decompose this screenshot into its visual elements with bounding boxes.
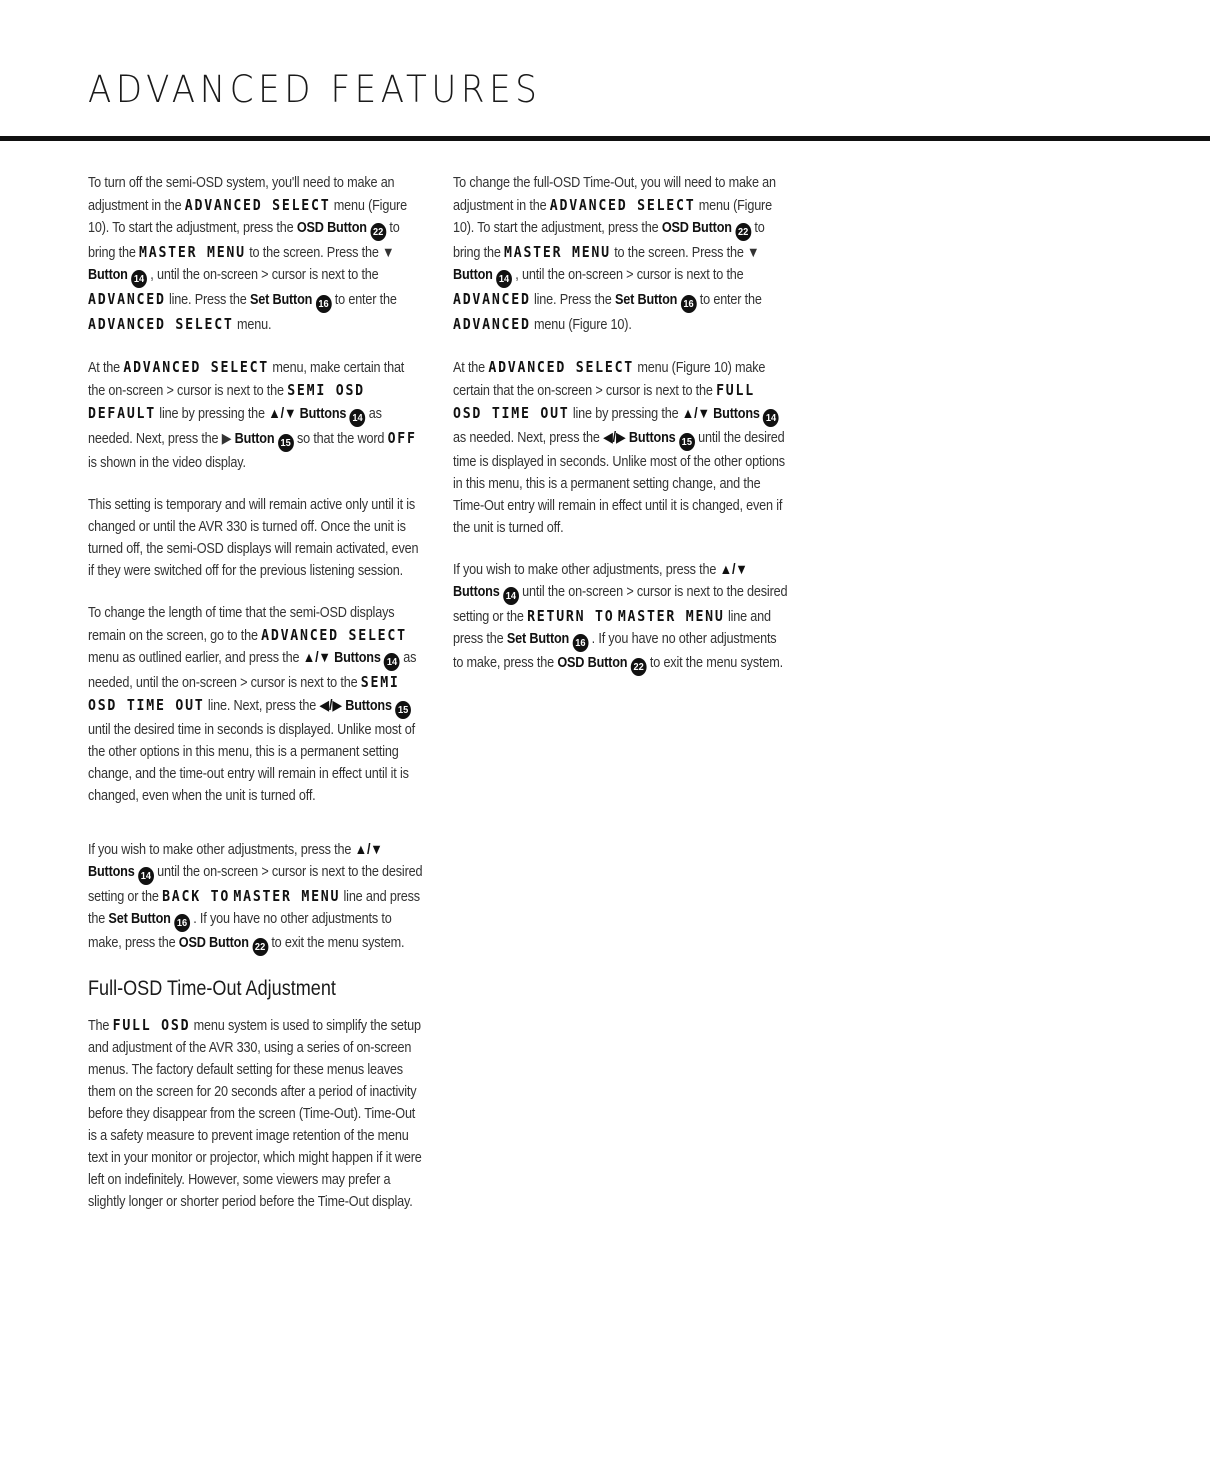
text: line and press the: [453, 609, 771, 647]
callout-number-icon: 16: [572, 634, 588, 652]
text: menu (Figure 10). To start the adjustment, press the: [88, 198, 407, 236]
osd-label: OFF: [387, 429, 417, 447]
osd-label: ADVANCED SELECT: [488, 358, 634, 376]
callout-number-icon: 15: [395, 701, 411, 719]
osd-label: ADVANCED SELECT: [123, 358, 269, 376]
button-name: Set Button: [614, 292, 678, 308]
button-name: Button: [234, 431, 275, 447]
button-name: ◀/▶ Buttons: [319, 698, 392, 714]
text: to the screen. Press the ▼: [249, 245, 395, 261]
button-name: ▲/▼ Buttons: [302, 650, 381, 666]
callout-number-icon: 16: [316, 295, 332, 313]
text: If you wish to make other adjustments, press the: [88, 842, 355, 858]
callout-number-icon: 14: [138, 867, 154, 885]
callout-number-icon: 16: [174, 914, 190, 932]
osd-label: ADVANCED SELECT: [549, 196, 696, 214]
button-name: Set Button: [506, 631, 570, 647]
text: , until the on-screen > cursor is next to the: [515, 267, 744, 283]
osd-label: FULL OSD TIME OUT: [453, 381, 755, 422]
callout-number-icon: 14: [384, 653, 400, 671]
osd-label: MASTER MENU: [233, 887, 341, 905]
paragraph: [88, 602, 422, 807]
text: to enter the: [699, 292, 762, 308]
osd-label: ADVANCED: [88, 290, 166, 308]
text: to the screen. Press the ▼: [614, 245, 760, 261]
text: menu (Figure 10).: [534, 317, 632, 333]
text: menu (Figure 10). To start the adjustment, press the: [453, 198, 772, 236]
paragraph: [453, 356, 787, 539]
callout-number-icon: 14: [496, 270, 512, 288]
text: , until the on-screen > cursor is next to the: [150, 267, 379, 283]
text: This setting is temporary and will remain active only until it is changed or until the AVR 330 is turned off. Once the unit is turned off, the semi-OSD displays will remain activated, even if they were switched off for the previous listening session.: [88, 497, 419, 579]
button-name: OSD Button: [557, 655, 628, 671]
paragraph: [88, 172, 422, 336]
text: until the desired time is displayed in seconds. Unlike most of the other options in this menu, this is a permanent setting change, and the Time-Out entry will remain in effect until it is changed, even if the unit is turned off.: [453, 430, 785, 536]
text: as needed, until the on-screen > cursor is next to the: [88, 650, 417, 691]
text: line. Next, press the: [207, 698, 320, 714]
osd-label: MASTER MENU: [504, 243, 611, 261]
text: is shown in the video display.: [88, 455, 246, 471]
callout-number-icon: 14: [350, 409, 366, 427]
osd-label: SEMI OSD TIME OUT: [88, 673, 400, 714]
osd-label: MASTER MENU: [617, 607, 725, 625]
text: so that the word: [296, 431, 388, 447]
callout-number-icon: 22: [735, 223, 751, 241]
button-name: Button: [88, 267, 128, 283]
paragraph: [88, 494, 422, 582]
section-heading: Full-OSD Time-Out Adjustment: [88, 977, 336, 1000]
page-title: ADVANCED FEATURES: [88, 68, 542, 111]
text: as needed. Next, press the: [453, 430, 604, 446]
button-name: ◀/▶ Buttons: [603, 430, 676, 446]
text: menu system is used to simplify the setup and adjustment of the AVR 330, using a series of on-screen menus. The factory default setting for these menus leaves them on the screen for 20 seconds after a period of inactivity before they disappear from the screen (Time-Out). Time-Out is a safety measure to prevent image retention of the menu text in your monitor or projector, which might happen if it were left on indefinitely. However, some viewers may prefer a slightly longer or shorter period before the Time-Out display.: [88, 1018, 422, 1210]
text: At the: [453, 360, 489, 376]
text: until the on-screen > cursor is next to the desired setting or the: [88, 864, 423, 905]
callout-number-icon: 16: [681, 295, 697, 313]
text: If you wish to make other adjustments, press the: [453, 562, 720, 578]
text: menu (Figure 10) make certain that the on-screen > cursor is next to the: [453, 360, 766, 399]
osd-label: BACK TO: [162, 887, 231, 905]
callout-number-icon: 14: [131, 270, 147, 288]
text: line. Press the: [534, 292, 615, 308]
text: to exit the menu system.: [271, 935, 405, 951]
osd-label: ADVANCED: [453, 290, 531, 308]
paragraph: [88, 839, 422, 956]
text: line by pressing the: [159, 406, 269, 422]
paragraph: [453, 172, 787, 336]
text: menu as outlined earlier, and press the: [88, 650, 303, 666]
button-name: OSD Button: [178, 935, 249, 951]
callout-number-icon: 15: [679, 433, 695, 451]
title-rule: [0, 136, 1210, 141]
button-name: Button: [453, 267, 493, 283]
text: To change the full-OSD Time-Out, you will need to make an adjustment in the: [453, 175, 776, 214]
text: to bring the: [88, 220, 400, 261]
osd-label: ADVANCED: [453, 315, 531, 333]
right-column: [453, 172, 788, 696]
osd-label: ADVANCED SELECT: [184, 196, 331, 214]
text: The: [88, 1018, 113, 1034]
text: At the: [88, 360, 124, 376]
callout-number-icon: 15: [278, 434, 294, 452]
button-name: OSD Button: [661, 220, 732, 236]
osd-label: FULL OSD: [112, 1016, 191, 1034]
text: to exit the menu system.: [649, 655, 783, 671]
text: To turn off the semi-OSD system, you'll need to make an adjustment in the: [88, 175, 395, 214]
callout-number-icon: 14: [763, 409, 779, 427]
callout-number-icon: 14: [503, 587, 519, 605]
text: menu, make certain that the on-screen > cursor is next to the: [88, 360, 405, 399]
button-name: ▲/▼ Buttons: [453, 562, 748, 600]
text: as needed. Next, press the ▶: [88, 406, 382, 447]
text: until the desired time in seconds is displayed. Unlike most of the other options in this menu, this is a permanent setting change, and the time-out entry will remain in effect until it is changed, even when the unit is turned off.: [88, 722, 415, 804]
text: . If you have no other adjustments to make, press the: [88, 911, 392, 951]
osd-label: ADVANCED SELECT: [261, 626, 407, 644]
text: line. Press the: [169, 292, 250, 308]
button-name: Set Button: [108, 911, 171, 927]
button-name: ▲/▼ Buttons: [88, 842, 383, 880]
button-name: ▲/▼ Buttons: [268, 406, 347, 422]
text: to enter the: [334, 292, 397, 308]
paragraph: [88, 356, 422, 474]
left-column: [88, 172, 423, 1233]
text: menu.: [236, 317, 272, 333]
osd-label: RETURN TO: [527, 607, 615, 625]
text: To change the length of time that the semi-OSD displays remain on the screen, go to the: [88, 605, 395, 644]
text: until the on-screen > cursor is next to the desired setting or the: [453, 584, 788, 625]
osd-label: ADVANCED SELECT: [88, 315, 234, 333]
osd-label: SEMI OSD DEFAULT: [88, 381, 365, 422]
text: line by pressing the: [572, 406, 682, 422]
osd-label: MASTER MENU: [139, 243, 246, 261]
text: to bring the: [453, 220, 765, 261]
text: . If you have no other adjustments to make, press the: [453, 631, 777, 671]
paragraph: [88, 1014, 422, 1213]
button-name: OSD Button: [296, 220, 367, 236]
text: line and press the: [88, 889, 420, 927]
button-name: ▲/▼ Buttons: [681, 406, 760, 422]
callout-number-icon: 22: [370, 223, 386, 241]
button-name: Set Button: [249, 292, 313, 308]
callout-number-icon: 22: [252, 938, 268, 956]
paragraph: [453, 559, 787, 676]
callout-number-icon: 22: [631, 658, 647, 676]
